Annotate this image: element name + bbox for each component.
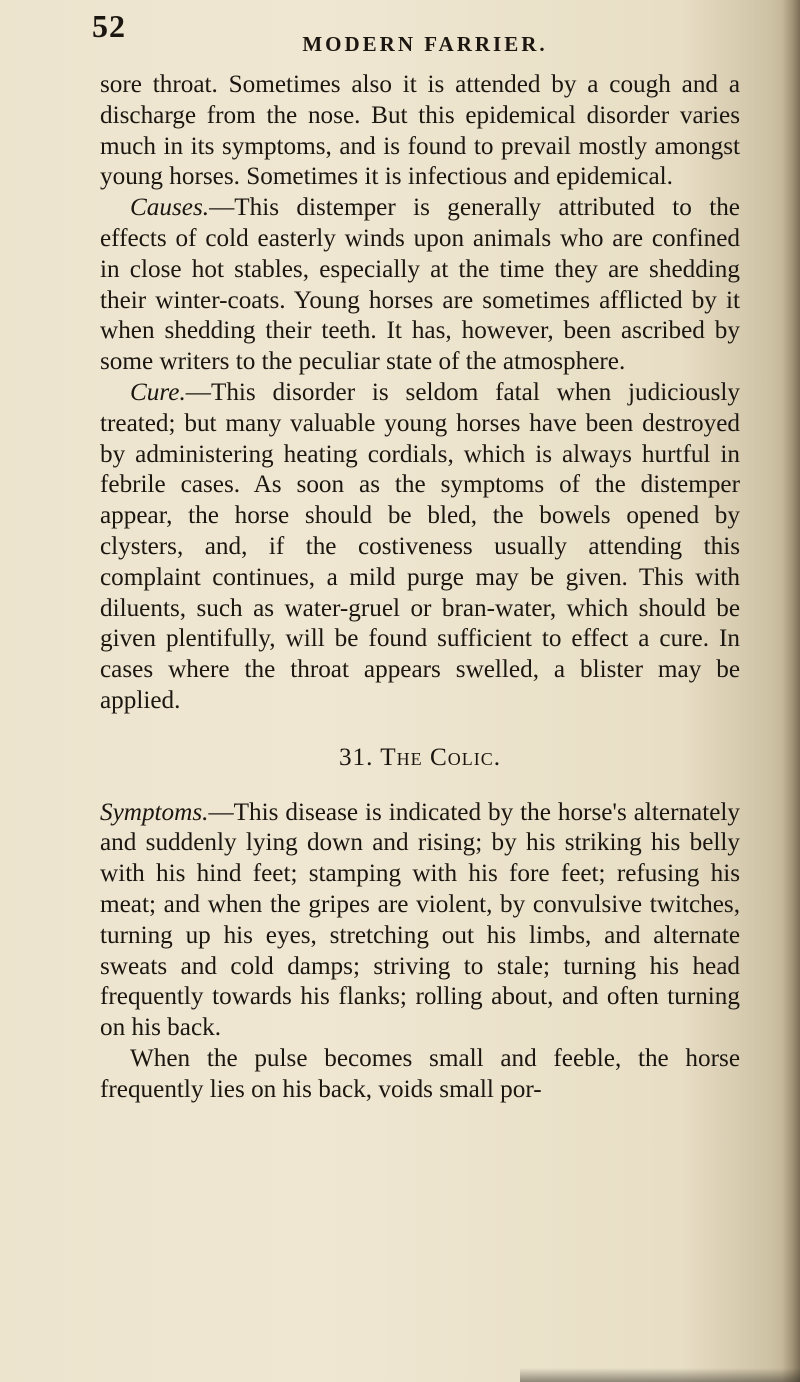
- causes-label: Causes.: [130, 194, 210, 222]
- paragraph-causes: [100, 193, 740, 378]
- paragraph-1: sore throat. Sometimes also it is attended by a cough and a discharge from the nose. But this epidemical disorder varies much in its symptoms, and is found to prevail mostly amongst young horses. Sometimes it is infectious and epidemical.: [100, 71, 740, 191]
- paragraph-symptoms: [100, 798, 740, 1044]
- body-text: [100, 70, 740, 1106]
- symptoms-label: Symptoms.: [100, 798, 209, 826]
- cure-text: —This disorder is seldom fatal when judiciously treated; but many valuable young horses have been destroyed by administering heating cordials, which is always hurtful in febrile cases. As soon as the symptoms of the distemper appear, the horse should be bled, the bowels opened by clysters, and, if the costiveness usually attending this complaint continues, a mild purge may be given. This with diluents, such as water-gruel or bran-water, which should be given plentifully, will be found sufficient to effect a cure. In cases where the throat appears swelled, a blister may be applied.: [100, 378, 740, 714]
- section-heading: 31. The Colic.: [338, 743, 502, 771]
- cure-label: Cure.: [130, 378, 186, 406]
- symptoms-text: —This disease is indicated by the horse's alternately and suddenly lying down and rising; by his striking his belly with his hind feet; stamping with his fore feet; refusing his meat; and when the gripes are violent, by convulsive twitches, turning up his eyes, stretching out his limbs, and alternate sweats and cold damps; striving to stale; turning his head frequently towards his flanks; rolling about, and often turning on his back.: [100, 798, 740, 1042]
- causes-text: —This distemper is generally attributed to the effects of cold easterly winds upon animals who are confined in close hot stables, especially at the time they are shedding their winter-coats. Young horses are sometimes afflicted by it when shedding their teeth. It has, however, been ascribed by some writers to the peculiar state of the atmosphere.: [100, 194, 740, 376]
- paragraph-cure: [100, 378, 740, 717]
- page-number: 52: [92, 8, 126, 44]
- page-header: [92, 8, 742, 56]
- page-edge-shadow: [782, 0, 800, 1382]
- page-bottom-shadow: [520, 1368, 800, 1382]
- paragraph-pulse: When the pulse becomes small and feeble, the horse frequently lies on his back, voids small por-: [100, 1044, 740, 1103]
- running-title: MODERN FARRIER.: [302, 32, 548, 56]
